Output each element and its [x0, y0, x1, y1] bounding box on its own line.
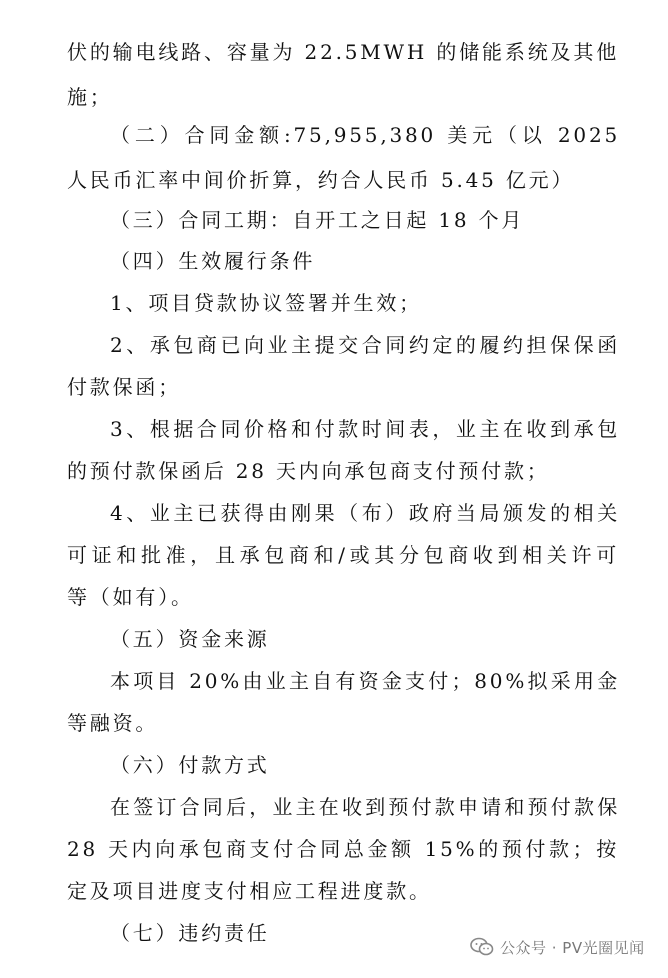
text-line-11: 的预付款保函后 28 天内向承包商支付预付款；	[67, 459, 550, 483]
text-line-13: 可证和批准，且承包商和/或其分包商收到相关许可	[67, 543, 619, 567]
text-line-2: 施；	[67, 85, 113, 109]
text-line-9: 付款保函；	[67, 375, 181, 399]
text-line-16: 本项目 20%由业主自有资金支付；80%拟采用金	[110, 669, 620, 693]
text-line-8: 2、承包商已向业主提交合同约定的履约担保保函	[110, 333, 620, 357]
text-line-18: （六）付款方式	[110, 753, 270, 777]
text-line-12: 4、业主已获得由刚果（布）政府当局颁发的相关	[110, 501, 620, 525]
text-line-19: 在签订合同后，业主在收到预付款申请和预付款保	[110, 795, 620, 819]
text-line-6: （四）生效履行条件	[110, 249, 316, 273]
text-line-1: 伏的输电线路、容量为 22.5MWH 的储能系统及其他	[67, 40, 619, 64]
text-line-22: （七）违约责任	[110, 921, 270, 945]
text-line-20: 28 天内向承包商支付合同总金额 15%的预付款；按	[67, 837, 619, 861]
text-line-5: （三）合同工期：自开工之日起 18 个月	[110, 208, 525, 232]
wechat-watermark	[470, 932, 645, 962]
text-line-21: 定及项目进度支付相应工程进度款。	[67, 879, 432, 903]
text-line-3: （二）合同金额:75,955,380 美元（以 2025	[110, 123, 620, 147]
text-line-7: 1、项目贷款协议签署并生效；	[110, 291, 422, 315]
text-line-4: 人民币汇率中间价折算，约合人民币 5.45 亿元）	[67, 168, 575, 192]
text-line-15: （五）资金来源	[110, 627, 270, 651]
text-line-14: 等（如有）。	[67, 585, 194, 609]
text-line-17: 等融资。	[67, 711, 159, 735]
watermark-text: 公众号 · PV光圈见闻	[500, 938, 645, 957]
wechat-icon	[470, 937, 494, 957]
text-line-10: 3、根据合同价格和付款时间表，业主在收到承包	[110, 417, 620, 441]
